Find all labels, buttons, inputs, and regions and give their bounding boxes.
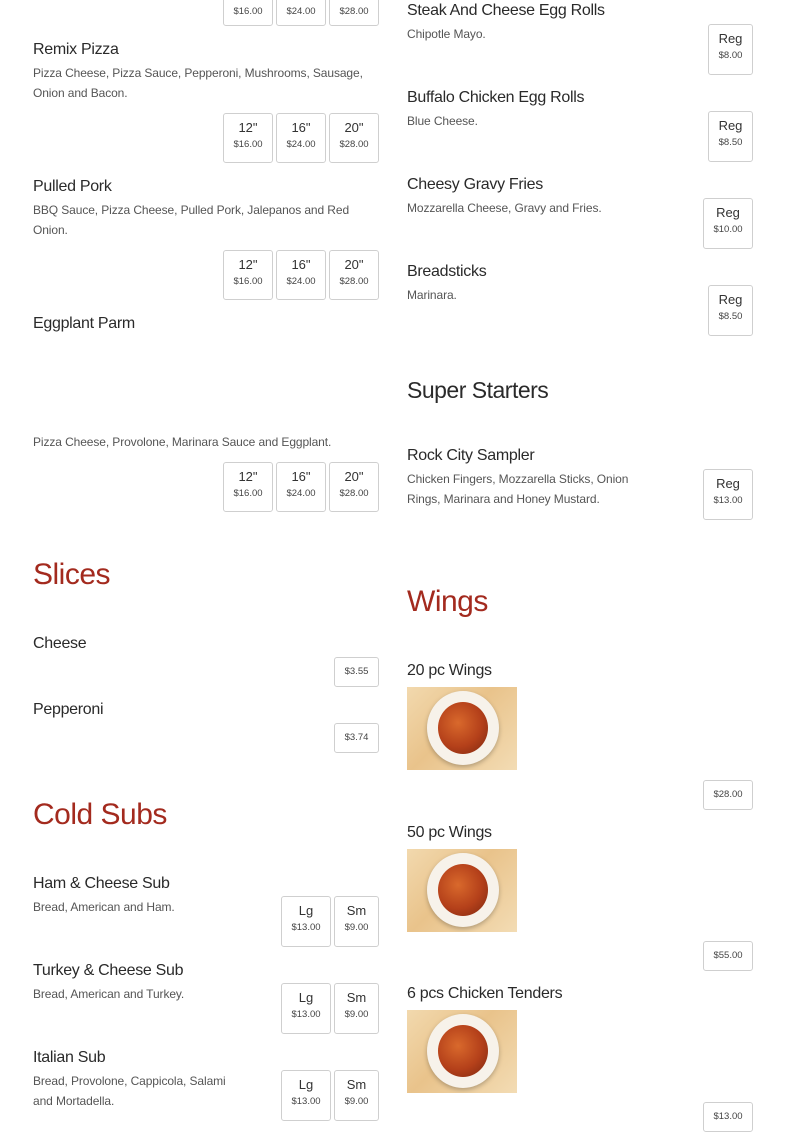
price-option[interactable] (329, 113, 379, 163)
price-option[interactable] (703, 941, 753, 971)
item-name: Eggplant Parm (33, 315, 135, 332)
price-option[interactable] (334, 657, 379, 687)
item-name: Cheese (33, 635, 87, 652)
item-name: 20 pc Wings (407, 662, 492, 679)
price-label: $24.00 (286, 488, 316, 499)
price-label: $24.00 (286, 139, 316, 150)
price-option[interactable] (334, 723, 379, 753)
size-label: Lg (298, 1077, 314, 1092)
section-title-wings: Wings (407, 585, 488, 618)
price-option[interactable] (703, 198, 753, 249)
price-option[interactable] (703, 780, 753, 810)
item-description: Chicken Fingers, Mozzarella Sticks, Onion Rings, Marinara and Honey Mustard. (407, 472, 629, 506)
price-label: $24.00 (286, 6, 316, 17)
item-description: Chipotle Mayo. (407, 27, 486, 41)
item-description: Blue Cheese. (407, 114, 478, 128)
price-label: $16.00 (233, 488, 263, 499)
item-description: Bread, Provolone, Cappicola, Salami and Mortadella. (33, 1074, 226, 1108)
price-label: $16.00 (233, 139, 263, 150)
section-title-slices: Slices (33, 558, 111, 591)
price-label: $9.00 (344, 1096, 369, 1107)
price-option[interactable] (334, 983, 379, 1034)
item-name: Remix Pizza (33, 41, 119, 58)
price-option[interactable] (703, 1102, 753, 1132)
size-label: 12" (238, 257, 258, 272)
size-label: 20" (344, 469, 364, 484)
price-label: $10.00 (713, 224, 743, 235)
item-description: Mozzarella Cheese, Gravy and Fries. (407, 201, 602, 215)
item-name: Pepperoni (33, 701, 104, 718)
item-name: Cheesy Gravy Fries (407, 176, 543, 193)
item-name: Rock City Sampler (407, 447, 535, 464)
item-name: 6 pcs Chicken Tenders (407, 985, 563, 1002)
size-label: 20" (344, 257, 364, 272)
price-label: $13.00 (291, 1009, 321, 1020)
size-label: Reg (716, 476, 740, 491)
price-option[interactable] (334, 1070, 379, 1121)
price-label: $28.00 (339, 488, 369, 499)
price-label: $28.00 (339, 276, 369, 287)
wings-photo-icon[interactable] (407, 687, 517, 770)
item-description: Bread, American and Turkey. (33, 987, 185, 1001)
price-option[interactable] (329, 462, 379, 512)
price-option[interactable] (334, 896, 379, 947)
price-label: $13.00 (713, 495, 743, 506)
price-option[interactable] (281, 896, 331, 947)
price-label: $3.55 (344, 666, 369, 677)
item-description: Pizza Cheese, Provolone, Marinara Sauce and Eggplant. (33, 435, 332, 449)
size-label: Reg (718, 31, 743, 46)
size-label: Sm (346, 903, 367, 918)
price-option[interactable] (223, 0, 273, 26)
item-description: BBQ Sauce, Pizza Cheese, Pulled Pork, Jalepanos and Red Onion. (33, 203, 350, 237)
item-description: Bread, American and Ham. (33, 900, 175, 914)
item-name: Breadsticks (407, 263, 487, 280)
price-label: $3.74 (344, 732, 369, 743)
item-description: Pizza Cheese, Pizza Sauce, Pepperoni, Mushrooms, Sausage, Onion and Bacon. (33, 66, 363, 100)
price-option[interactable] (703, 469, 753, 520)
size-label: 20" (344, 120, 364, 135)
item-name: 50 pc Wings (407, 824, 492, 841)
size-label: Lg (298, 903, 314, 918)
price-label: $16.00 (233, 276, 263, 287)
price-option[interactable] (708, 24, 753, 75)
price-option[interactable] (329, 250, 379, 300)
wing-shape (438, 864, 488, 916)
item-name: Pulled Pork (33, 178, 112, 195)
price-option[interactable] (276, 462, 326, 512)
item-description: Marinara. (407, 288, 457, 302)
item-name: Ham & Cheese Sub (33, 875, 170, 892)
price-label: $13.00 (291, 922, 321, 933)
size-label: Reg (718, 292, 743, 307)
price-option[interactable] (329, 0, 379, 26)
size-label: 12" (238, 120, 258, 135)
price-label: $28.00 (339, 139, 369, 150)
item-name: Steak And Cheese Egg Rolls (407, 2, 605, 19)
size-label: 16" (291, 257, 311, 272)
item-name: Buffalo Chicken Egg Rolls (407, 89, 585, 106)
wings-photo-icon[interactable] (407, 1010, 517, 1093)
price-label: $8.50 (718, 311, 743, 322)
price-option[interactable] (223, 113, 273, 163)
size-label: 16" (291, 469, 311, 484)
item-name: Turkey & Cheese Sub (33, 962, 184, 979)
price-option[interactable] (281, 1070, 331, 1121)
price-label: $55.00 (713, 950, 743, 961)
price-option[interactable] (223, 462, 273, 512)
price-option[interactable] (276, 0, 326, 26)
price-option[interactable] (708, 285, 753, 336)
section-title-super-starters: Super Starters (407, 377, 549, 403)
price-label: $8.00 (718, 50, 743, 61)
section-title-cold-subs: Cold Subs (33, 798, 167, 831)
price-option[interactable] (708, 111, 753, 162)
price-label: $8.50 (718, 137, 743, 148)
price-option[interactable] (276, 250, 326, 300)
item-name: Italian Sub (33, 1049, 106, 1066)
wings-photo-icon[interactable] (407, 849, 517, 932)
price-label: $28.00 (339, 6, 369, 17)
price-label: $9.00 (344, 1009, 369, 1020)
wing-shape (438, 702, 488, 754)
price-option[interactable] (223, 250, 273, 300)
price-label: $16.00 (233, 6, 263, 17)
price-label: $24.00 (286, 276, 316, 287)
price-option[interactable] (276, 113, 326, 163)
price-label: $9.00 (344, 922, 369, 933)
size-label: 12" (238, 469, 258, 484)
price-label: $13.00 (291, 1096, 321, 1107)
size-label: Reg (718, 118, 743, 133)
wing-shape (438, 1025, 488, 1077)
price-label: $28.00 (713, 789, 743, 800)
size-label: Reg (716, 205, 740, 220)
size-label: Sm (346, 1077, 367, 1092)
price-option[interactable] (281, 983, 331, 1034)
size-label: Sm (346, 990, 367, 1005)
size-label: 16" (291, 120, 311, 135)
price-label: $13.00 (713, 1111, 743, 1122)
size-label: Lg (298, 990, 314, 1005)
